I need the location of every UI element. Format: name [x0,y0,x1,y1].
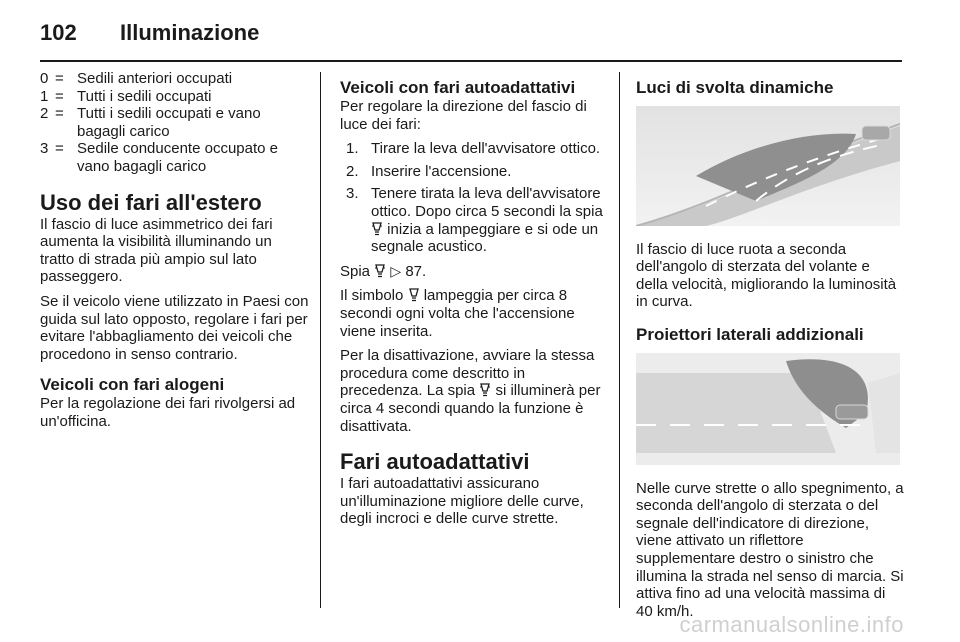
section-heading: Fari autoadattativi [340,449,530,475]
paragraph: Se il veicolo viene utilizzato in Paesi con guida sul lato opposto, regolare i fari per evitare l'abbagliamento dei veicoli che procedono in senso contrario. [40,292,309,363]
column-divider [619,72,620,608]
subsection-heading: Luci di svolta dinamiche [636,78,834,97]
step-text: Inserire l'accensione. [371,162,512,180]
step-text-part: Tenere tirata la leva dell'avvisatore ottico. Dopo circa 5 secondi la spia [371,185,603,220]
step-item [340,140,605,158]
step-text [371,185,605,255]
step-number: 3. [346,185,359,203]
paragraph: Per la regolazione dei fari rivolgersi ad un'officina. [40,395,296,430]
page-reference[interactable]: 87. [405,262,427,280]
paragraph: Il fascio di luce ruota a seconda dell'angolo di sterzata del volante e della velocità, migliorando la luminosità in curva. [636,240,897,311]
side-lamp-illustration [636,353,904,470]
step-item [340,163,605,181]
occupancy-text: Tutti i sedili occupati e vano bagagli carico [77,105,261,140]
step-text-part: inizia a lampeggiare e si ode un segnale acustico. [371,220,599,256]
occupancy-item [40,88,310,106]
paragraph-part: Per la disattivazione, avviare la stessa procedura come descritto in precedenza. La spia [340,347,595,400]
occupancy-text: Sedili anteriori occupati [77,70,233,87]
occupancy-list [40,70,310,176]
occupancy-equals: = [55,105,64,123]
page-number: 102 [40,20,77,45]
paragraph [340,347,605,435]
headlight-lamp-icon [408,288,420,302]
section-heading: Uso dei fari all'estero [40,189,262,215]
paragraph: I fari autoadattativi assicurano un'illuminazione migliore delle curve, degli incroci e delle curve strette. [340,475,584,528]
reference-arrow-icon[interactable]: ▷ [390,262,402,279]
paragraph-part: si illuminerà per circa 4 secondi quando la funzione è disattivata. [340,382,601,435]
occupancy-key: 2 [40,105,49,123]
occupancy-item [40,140,310,175]
headlight-lamp-icon [371,222,383,236]
paragraph: Per regolare la direzione del fascio di luce dei fari: [340,98,587,133]
paragraph-part: lampeggia per circa 8 secondi ogni volta che l'accensione viene inserita. [340,287,575,340]
occupancy-key: 1 [40,87,49,105]
step-item [340,185,605,255]
watermark: carmanualsonline.info [679,612,904,637]
subsection-heading: Proiettori laterali addizionali [636,324,864,344]
headlight-lamp-icon [374,264,386,278]
paragraph [340,287,605,340]
occupancy-equals: = [55,70,64,87]
subsection-heading: Veicoli con fari autoadattativi [340,78,576,97]
column-1 [40,70,310,438]
paragraph [340,263,605,281]
occupancy-equals: = [55,140,64,158]
paragraph: Il fascio di luce asimmetrico dei fari aumenta la visibilità illuminando un tratto di strada più ampio sul lato passeggero. [40,215,273,286]
step-number: 1. [346,140,359,158]
occupancy-equals: = [55,87,64,105]
column-2 [340,70,605,535]
occupancy-text: Tutti i sedili occupati [77,87,212,105]
occupancy-text: Sedile conducente occupato e vano bagagli carico [77,140,278,175]
page-title: Illuminazione [120,20,260,45]
page-header [40,14,920,54]
spia-prefix: Spia [340,262,371,280]
step-number: 2. [346,162,359,180]
occupancy-key: 3 [40,140,49,158]
subsection-heading: Veicoli con fari alogeni [40,375,225,395]
occupancy-item [40,105,310,140]
step-text: Tirare la leva dell'avvisatore ottico. [371,140,601,158]
occupancy-key: 0 [40,70,49,87]
dynamic-curve-light-illustration [636,106,904,231]
steps-list [340,140,605,256]
paragraph: Nelle curve strette o allo spegnimento, a seconda dell'angolo di sterzata o del segnale dell'indicatore di direzione, viene attivato un riflettore supplementare destro o sinistro che illumina la strada nel senso di marcia. Si attiva fino ad una velocità massima di 40 km/h. [636,479,904,620]
occupancy-item [40,70,310,88]
headlight-lamp-icon [479,383,491,397]
paragraph-part: Il simbolo [340,287,404,305]
column-3 [636,70,904,627]
column-divider [320,72,321,608]
header-divider [40,60,902,62]
